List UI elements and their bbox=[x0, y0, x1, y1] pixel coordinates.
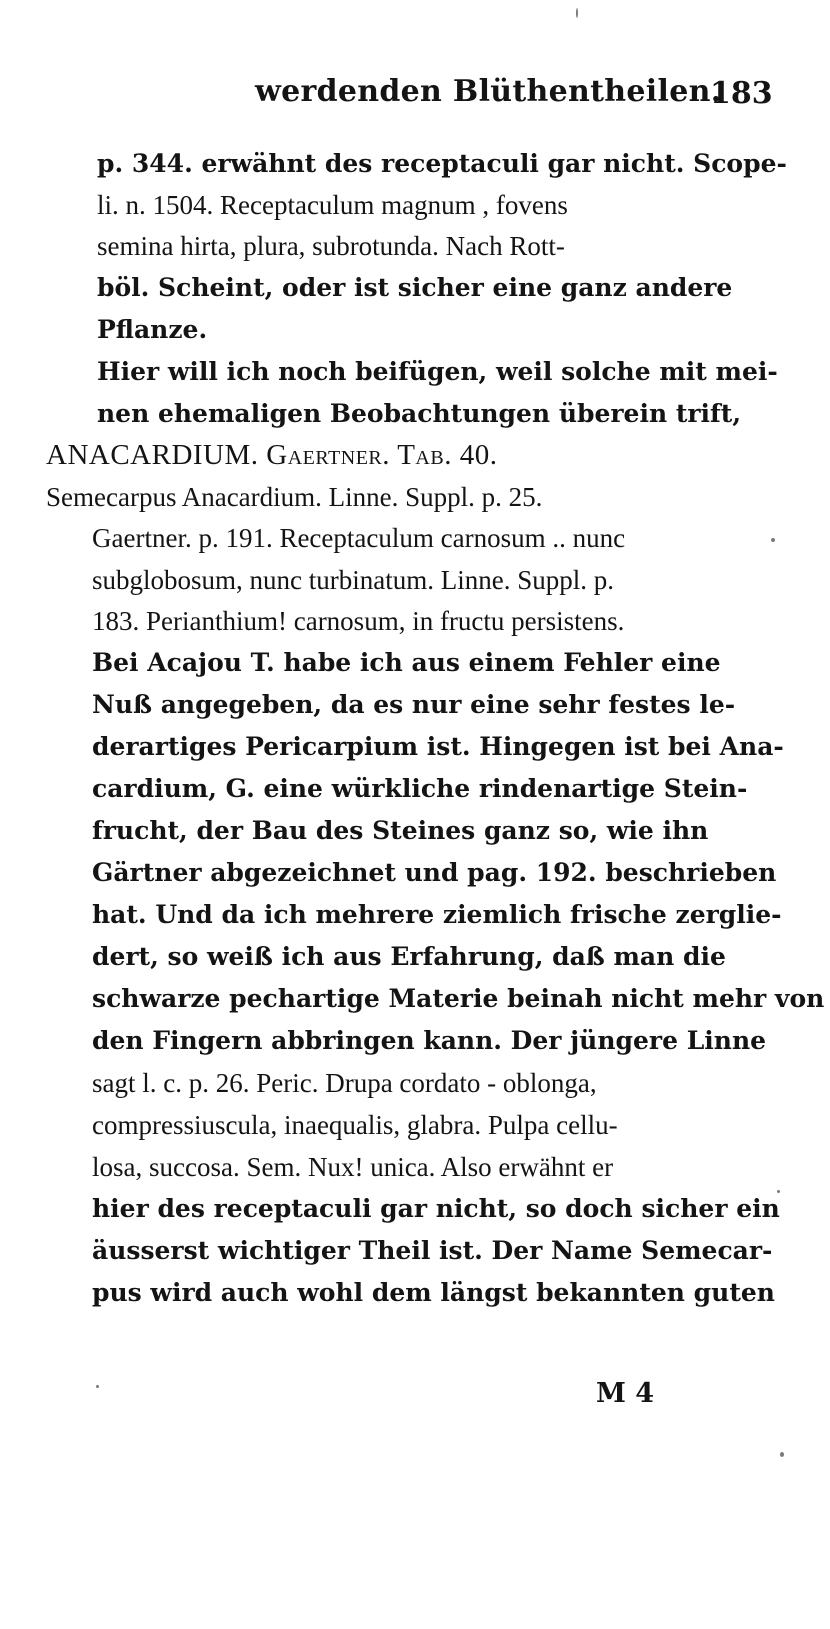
text-line: böl. Scheint, oder ist sicher eine ganz andere bbox=[97, 273, 733, 302]
text-line: losa, succosa. Sem. Nux! unica. Also erwähnt er bbox=[92, 1152, 614, 1182]
text-line: pus wird auch wohl dem längst bekannten guten bbox=[92, 1278, 775, 1307]
text-line: subglobosum, nunc turbinatum. Linne. Suppl. p. bbox=[92, 565, 614, 595]
text-line: compressiuscula, inaequalis, glabra. Pulpa cellu- bbox=[92, 1110, 618, 1140]
text-line: Semecarpus Anacardium. Linne. Suppl. p. 25. bbox=[46, 482, 543, 512]
text-line: schwarze pechartige Materie beinah nicht mehr von bbox=[92, 984, 825, 1013]
text-line: Hier will ich noch beifügen, weil solche mit mei- bbox=[97, 357, 778, 386]
text-line: derartiges Pericarpium ist. Hingegen ist bei Ana- bbox=[92, 732, 784, 761]
text-line: hier des receptaculi gar nicht, so doch sicher ein bbox=[92, 1194, 780, 1223]
text-line: Bei Acajou T. habe ich aus einem Fehler eine bbox=[92, 648, 721, 677]
text-line: sagt l. c. p. 26. Peric. Drupa cordato - oblonga, bbox=[92, 1068, 597, 1098]
text-line: p. 344. erwähnt des receptaculi gar nicht. Scope- bbox=[97, 149, 787, 178]
paper-speck bbox=[777, 1190, 780, 1193]
catchword-signature: M 4 bbox=[596, 1378, 655, 1409]
page-number: 183 bbox=[710, 76, 773, 111]
running-head: werdenden Blüthentheilen. bbox=[255, 74, 722, 109]
text-line: Gaertner. p. 191. Receptaculum carnosum .. nunc bbox=[92, 523, 626, 553]
text-line: cardium, G. eine würkliche rindenartige Stein- bbox=[92, 774, 748, 803]
text-line: Nuß angegeben, da es nur eine sehr festes le- bbox=[92, 690, 736, 719]
text-line: nen ehemaligen Beobachtungen überein trift, bbox=[97, 399, 742, 428]
text-line: 183. Perianthium! carnosum, in fructu persistens. bbox=[92, 606, 625, 636]
text-line: äusserst wichtiger Theil ist. Der Name Semecar- bbox=[92, 1236, 773, 1265]
text-line: Gärtner abgezeichnet und pag. 192. beschrieben bbox=[92, 858, 777, 887]
text-line: frucht, der Bau des Steines ganz so, wie ihn bbox=[92, 816, 709, 845]
paper-speck bbox=[771, 538, 775, 542]
entry-heading: ANACARDIUM. Gaertner. Tab. 40. bbox=[46, 439, 498, 471]
text-line: semina hirta, plura, subrotunda. Nach Rott- bbox=[97, 231, 565, 261]
paper-speck bbox=[780, 1452, 784, 1457]
paper-speck bbox=[576, 8, 578, 18]
paper-speck bbox=[96, 1385, 99, 1388]
text-line: Pflanze. bbox=[97, 315, 208, 344]
text-line: den Fingern abbringen kann. Der jüngere Linne bbox=[92, 1026, 767, 1055]
text-line: dert, so weiß ich aus Erfahrung, daß man die bbox=[92, 942, 726, 971]
text-line: li. n. 1504. Receptaculum magnum , fovens bbox=[97, 190, 568, 220]
text-line: hat. Und da ich mehrere ziemlich frische zerglie- bbox=[92, 900, 782, 929]
